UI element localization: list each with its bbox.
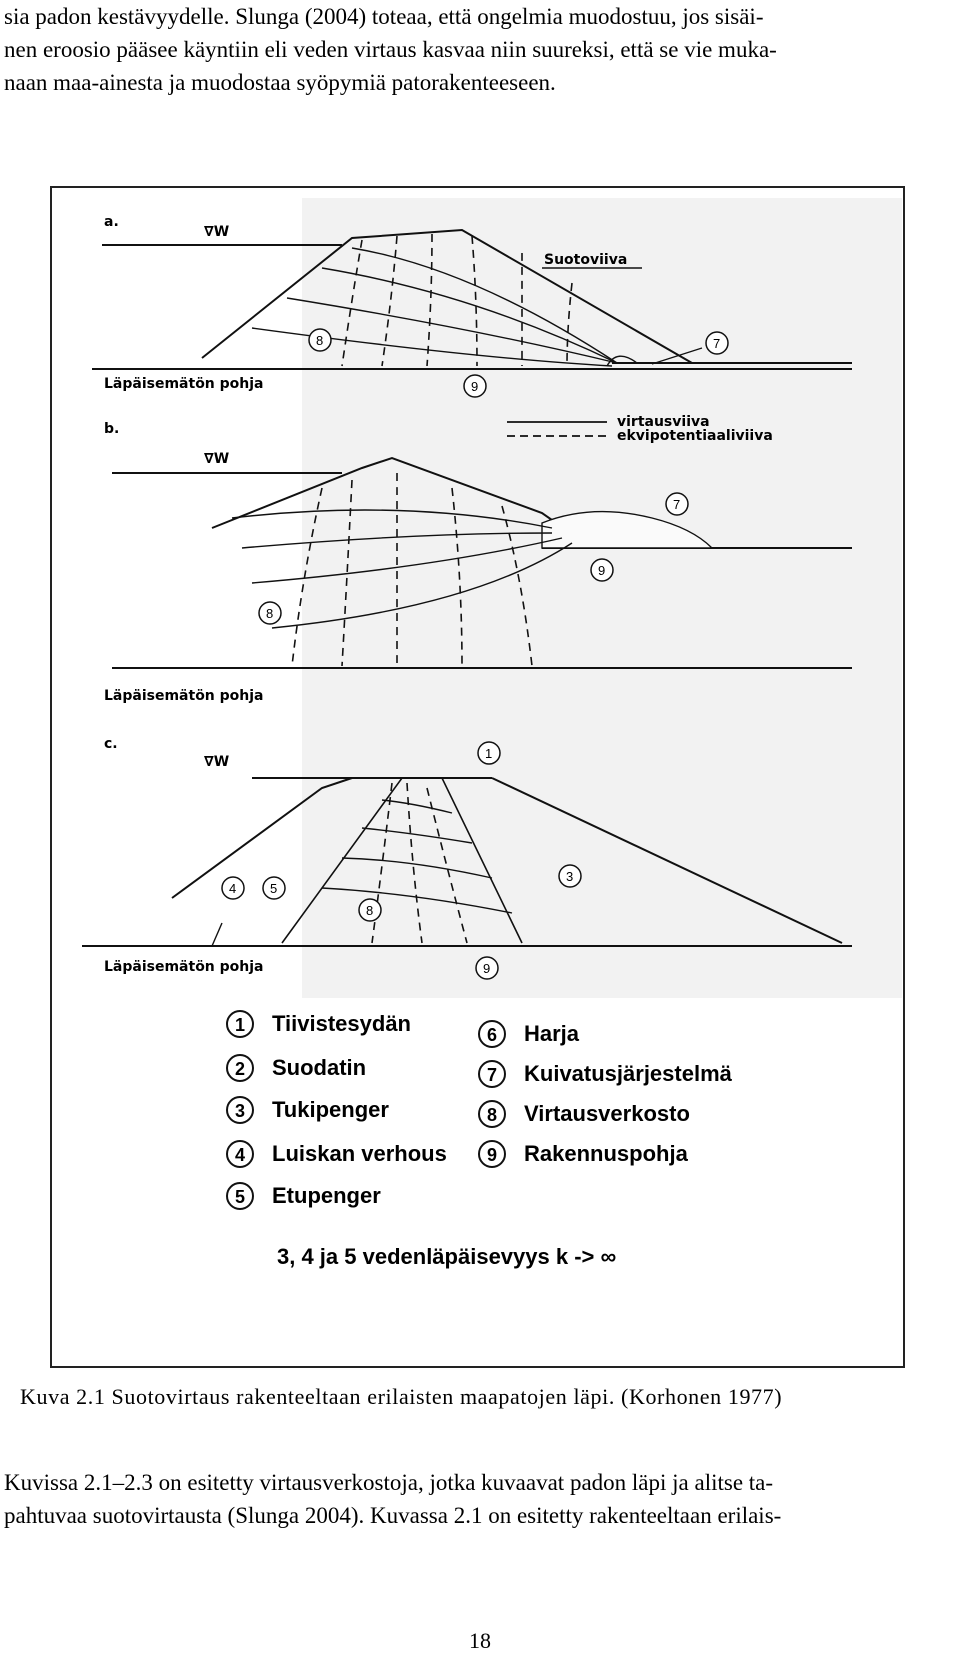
svg-text:Virtausverkosto: Virtausverkosto — [524, 1101, 690, 1126]
svg-text:Luiskan verhous: Luiskan verhous — [272, 1141, 447, 1166]
svg-text:9: 9 — [471, 379, 479, 394]
paragraph-line: sia padon kestävyydelle. Slunga (2004) toteaa, että ongelmia muodostuu, jos sisäi- — [4, 4, 764, 29]
marker-1 — [478, 742, 500, 764]
svg-text:7: 7 — [713, 336, 721, 351]
legend-item — [479, 1021, 580, 1047]
page-number: 18 — [469, 1628, 491, 1653]
bottom-paragraph — [4, 1466, 952, 1532]
panel-letter: c. — [104, 736, 118, 752]
svg-text:Tiivistesydän: Tiivistesydän — [272, 1011, 411, 1036]
scan-background — [302, 198, 902, 998]
water-level-label: ∇W — [204, 224, 230, 240]
water-level-label: ∇W — [204, 754, 230, 770]
marker-7 — [666, 493, 688, 515]
marker-4 — [222, 877, 244, 899]
base-label: Läpäisemätön pohja — [104, 688, 264, 704]
svg-text:8: 8 — [266, 606, 274, 621]
water-level-label: ∇W — [204, 451, 230, 467]
marker-8 — [359, 899, 381, 921]
svg-text:9: 9 — [487, 1145, 498, 1165]
svg-text:8: 8 — [366, 903, 374, 918]
marker-7 — [706, 332, 728, 354]
figure-caption: Kuva 2.1 Suotovirtaus rakenteeltaan erilaisten maapatojen läpi. (Korhonen 1977) — [20, 1384, 783, 1409]
legend-item — [227, 1183, 381, 1209]
figure-drawing — [52, 188, 903, 1366]
marker-8 — [309, 329, 331, 351]
base-label: Läpäisemätön pohja — [104, 959, 264, 975]
marker-9 — [476, 957, 498, 979]
legend-item — [479, 1061, 733, 1087]
panel-letter: b. — [104, 421, 120, 437]
paragraph-line: Kuvissa 2.1–2.3 on esitetty virtausverkostoja, jotka kuvaavat padon läpi ja alitse ta- — [4, 1470, 774, 1495]
legend-item — [479, 1101, 690, 1127]
svg-text:6: 6 — [487, 1025, 498, 1045]
svg-text:3: 3 — [235, 1101, 246, 1121]
panel-letter: a. — [104, 214, 119, 230]
paragraph-line: nen eroosio pääsee käyntiin eli veden virtaus kasvaa niin suureksi, että se vie muka- — [4, 37, 777, 62]
svg-text:8: 8 — [487, 1105, 498, 1125]
svg-text:1: 1 — [235, 1015, 246, 1035]
svg-text:4: 4 — [229, 881, 237, 896]
legend-item — [227, 1141, 447, 1167]
svg-text:Kuivatusjärjestelmä: Kuivatusjärjestelmä — [524, 1061, 732, 1086]
svg-text:7: 7 — [487, 1065, 498, 1085]
marker-8 — [259, 602, 281, 624]
svg-text:8: 8 — [316, 333, 324, 348]
marker-9 — [464, 375, 486, 397]
marker-5 — [263, 877, 285, 899]
svg-text:5: 5 — [270, 881, 278, 896]
legend-item — [227, 1011, 411, 1037]
marker-9 — [591, 559, 613, 581]
equipotential-label: ekvipotentiaaliviiva — [617, 428, 773, 444]
svg-text:Rakennuspohja: Rakennuspohja — [524, 1141, 688, 1166]
svg-text:Suodatin: Suodatin — [272, 1055, 367, 1080]
legend-item — [479, 1141, 689, 1167]
legend-item — [227, 1097, 389, 1123]
top-paragraph — [4, 0, 952, 99]
base-label: Läpäisemätön pohja — [104, 376, 264, 392]
paragraph-line: pahtuvaa suotovirtausta (Slunga 2004). Kuvassa 2.1 on esitetty rakenteeltaan erilais- — [4, 1503, 782, 1528]
svg-text:9: 9 — [598, 563, 606, 578]
svg-text:1: 1 — [485, 746, 493, 761]
permeability-note: 3, 4 ja 5 vedenläpäisevyys k -> ∞ — [277, 1244, 617, 1269]
svg-text:7: 7 — [673, 497, 681, 512]
marker-3 — [559, 865, 581, 887]
svg-text:Etupenger: Etupenger — [272, 1183, 381, 1208]
paragraph-line: naan maa-ainesta ja muodostaa syöpymiä patorakenteeseen. — [4, 70, 556, 95]
seepage-line-label: Suotoviiva — [544, 252, 628, 268]
svg-text:9: 9 — [483, 961, 491, 976]
svg-text:2: 2 — [235, 1059, 246, 1079]
flow-line-label: virtausviiva — [617, 414, 710, 430]
svg-text:Harja: Harja — [524, 1021, 580, 1046]
svg-text:5: 5 — [235, 1187, 246, 1207]
svg-text:3: 3 — [566, 869, 574, 884]
legend — [227, 1011, 733, 1209]
svg-text:Tukipenger: Tukipenger — [272, 1097, 389, 1122]
dam-seepage-figure — [50, 186, 905, 1368]
svg-text:4: 4 — [235, 1145, 246, 1165]
legend-item — [227, 1055, 366, 1081]
